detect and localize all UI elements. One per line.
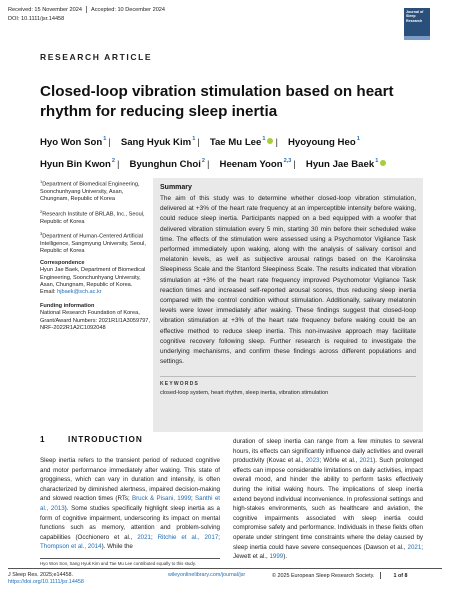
affiliation-marker: 1	[262, 136, 266, 142]
correspondence-email-line: Email: hjbaek@sch.ac.kr	[40, 289, 102, 296]
body-column-right: duration of sleep inertia can range from a few minutes to several hours, its effects can significantly influence daily activities and overall productivity (Kovac et al., 2023; Wörle et al., 2021). Such prolonged effects can impose considerable limitations on daily activities, impact overall mood, and hinder the ability to perform tasks effectively during the initial waking hours. The implications of sleep inertia extend beyond individual inconvenience. In professional settings and high-stakes environments, such as healthcare and aviation, the cognitive impairments associated with sleep inertia could compromise safety and performance. Individuals in these fields often operate under stringent time constraints where the delay caused by sleep inertia could have severe consequences (Dawson et al., 2021; Jewett et al., 1999).	[233, 438, 423, 561]
summary-box	[153, 178, 423, 432]
author-separator: |	[117, 159, 120, 170]
affiliation-marker: 1	[103, 136, 107, 142]
section-number: 1	[40, 435, 46, 444]
author-name[interactable]: Byunghun Choi$^2$ |	[130, 152, 216, 174]
funding-text: National Research Foundation of Korea, Grant/Award Numbers: 2021R1I1A3059797, NRF-2022R1A2C1092048	[40, 310, 150, 331]
author-name[interactable]: Hyoyoung Heo$^1$	[287, 136, 360, 148]
footer-journal: J Sleep Res. 2025;e14458.	[8, 572, 74, 578]
author-separator: |	[293, 159, 296, 170]
author-list	[40, 130, 440, 174]
keywords-text: closed-loop system, heart rhythm, sleep inertia, vibration stimulation	[160, 390, 329, 397]
citation-link[interactable]: Thompson et al., 2014	[40, 543, 102, 551]
summary-text: The aim of this study was to determine whether closed-loop vibration stimulation, delivered at +3% of the heart rate frequency at an imperceptible intensity before waking, could reduce sleep inertia. Participants napped on a bed equipped with a woofer that delivered vibration stimulation every 5 min, starting 30 min before their scheduled wake time. The effects of the stimulation were assessed using a Psychomotor Vigilance Task performed immediately upon waking, along with the analysis of salivary cortisol and melatonin levels, as well as subjective arousal ratings based on the Karolinska Sleepiness Scale and the Stanford Sleepiness Scale. The results indicated that vibration stimulation at +3% of the heart rate frequency improved Psychomotor Vigilance Task reaction times and increased self-reported arousal scores, thus reducing sleep inertia compared with the control condition without stimulation. Additionally, salivary melatonin levels were lower immediately after waking. These findings suggest that closed-loop vibration stimulation at +3% of the heart rate frequency before waking could be an effective method to reduce sleep inertia. This non-invasive approach may facilitate cognitive recovery following sleep. Further research is required to investigate the underlying mechanisms, and confirm these findings across different populations and settings.	[160, 195, 416, 366]
author-separator: |	[207, 159, 210, 170]
email-link[interactable]: hjbaek@sch.ac.kr	[57, 289, 102, 296]
equal-contribution-footnote: Hyo Won Son, Sang Hyuk Kim and Tae Mu Lee contributed equally to this study.	[40, 558, 220, 566]
footer-divider	[8, 568, 442, 569]
introduction-heading	[40, 435, 143, 444]
article-title: Closed-loop vibration stimulation based on heart rhythm for reducing sleep inertia	[40, 83, 394, 120]
author-name[interactable]: Heenam Yoon$^{2,3}$ |	[220, 152, 302, 174]
correspondence-text: Hyun Jae Baek, Department of Biomedical Engineering, Soonchunhyang University, Asan, Chungnam, Republic of Korea.	[40, 267, 146, 288]
orcid-icon[interactable]	[267, 138, 273, 144]
accepted-date: Accepted: 10 December 2024	[91, 6, 166, 13]
footer-doi-link[interactable]: https://doi.org/10.1111/jsr.14458	[8, 579, 84, 586]
affiliation-marker: 2	[201, 158, 206, 164]
affiliation-marker: 1	[375, 158, 379, 164]
affiliations-column	[40, 178, 150, 332]
affiliation-marker: 2,3	[283, 158, 292, 164]
affiliation: $^1$Department of Biomedical Engineering, Soonchunhyang University, Asan, Chungnam, Republic of Korea	[40, 179, 140, 203]
author-separator: |	[108, 137, 111, 148]
citation-link[interactable]: Bruck & Pisani, 1999	[131, 495, 192, 503]
affiliation: $^3$Department of Human-Centered Artificial Intelligence, Sangmyung University, Seoul, Republic of Korea	[40, 231, 146, 255]
page-number: 1 of 8	[393, 572, 408, 579]
affiliation: $^2$Research Institute of BRLAB, Inc., Seoul, Republic of Korea	[40, 208, 145, 225]
footer-citation	[8, 572, 84, 586]
author-name[interactable]: Sang Hyuk Kim$^1$ |	[121, 130, 206, 152]
footer-copyright: © 2025 European Sleep Research Society.	[272, 572, 375, 579]
footer-copyright-page	[272, 572, 408, 579]
header-doi: DOI: 10.1111/jsr.14458	[8, 16, 65, 22]
author-separator: |	[275, 137, 278, 148]
correspondence-heading: Correspondence	[40, 259, 85, 266]
citation-link[interactable]: 2021	[407, 543, 422, 551]
journal-logo[interactable]	[404, 8, 430, 40]
author-name[interactable]: Tae Mu Lee$^1$ |	[210, 130, 284, 152]
author-name[interactable]: Hyun Bin Kwon$^2$ |	[40, 152, 126, 174]
funding-heading: Funding information	[40, 302, 95, 309]
article-type-label: RESEARCH ARTICLE	[40, 52, 153, 62]
citation-link[interactable]: Ritchie et al., 2017	[157, 533, 219, 541]
keywords-heading: KEYWORDS	[160, 376, 416, 387]
affiliation-marker: 1	[356, 136, 360, 142]
journal-logo-text: Journal of Sleep Research	[406, 10, 424, 23]
citation-link[interactable]: 2023	[305, 457, 320, 465]
citation-link[interactable]: 2021	[359, 457, 374, 465]
footer-site-link[interactable]: wileyonlinelibrary.com/journal/jsr	[168, 572, 246, 578]
article-dates	[8, 6, 165, 13]
author-name[interactable]: Hyun Jae Baek$^1$	[306, 152, 386, 174]
author-separator: |	[197, 137, 200, 148]
affiliation-marker: 2	[111, 158, 116, 164]
citation-link[interactable]: 1999	[269, 553, 284, 561]
affiliation-marker: 1	[192, 136, 196, 142]
citation-link[interactable]: 2021	[137, 533, 151, 541]
summary-heading: Summary	[160, 184, 192, 191]
section-title: INTRODUCTION	[68, 435, 143, 444]
body-column-left: Sleep inertia refers to the transient period of reduced cognitive and motor performance immediately after waking. This state of grogginess, which can vary in duration and intensity, is often characterized by diminished alertness, impaired decision-making and slowed reaction times (RTs; Bruck & Pisani, 1999; Santhi et al., 2013). Some studies specifically highlight sleep inertia as a form of cognitive impairment, underscoring its impact on mental functions such as memory, attention and problem-solving capabilities (Occhionero et al., 2021; Ritchie et al., 2017; Thompson et al., 2014). While the	[40, 457, 220, 551]
author-name[interactable]: Hyo Won Son$^1$ |	[40, 130, 117, 152]
received-date: Received: 15 November 2024	[8, 6, 83, 13]
citation-link[interactable]: Santhi et al., 2013	[40, 495, 220, 512]
journal-logo-bar	[404, 36, 430, 40]
orcid-icon[interactable]	[380, 160, 386, 166]
